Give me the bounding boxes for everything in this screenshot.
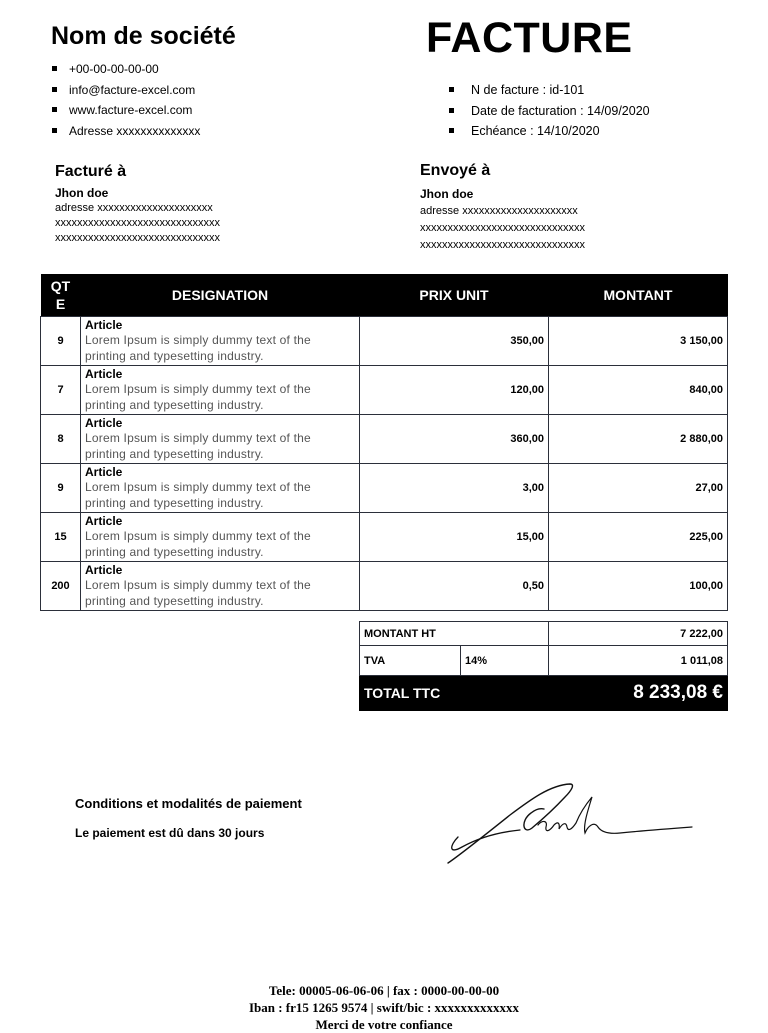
row-designation xyxy=(81,366,360,415)
shipped-to-name: Jhon doe xyxy=(420,187,474,201)
billed-to-block xyxy=(55,186,220,246)
row-description: Lorem Ipsum is simply dummy text of the printing and typesetting industry. xyxy=(85,382,311,412)
row-article: Article xyxy=(85,563,123,577)
billed-to-address-1: adresse xxxxxxxxxxxxxxxxxxxxx xyxy=(55,202,213,214)
table-row xyxy=(41,464,728,513)
shipped-to-block xyxy=(420,186,585,254)
billed-to-address-3: xxxxxxxxxxxxxxxxxxxxxxxxxxxxxx xyxy=(55,232,220,244)
row-unit-price: 15,00 xyxy=(360,513,549,562)
row-qty: 7 xyxy=(41,366,81,415)
row-unit-price: 360,00 xyxy=(360,415,549,464)
total-label: TOTAL TTC xyxy=(360,676,549,711)
table-row xyxy=(41,415,728,464)
row-designation xyxy=(81,562,360,611)
row-qty: 200 xyxy=(41,562,81,611)
header-designation: DESIGNATION xyxy=(81,274,360,317)
invoice-title: FACTURE xyxy=(426,14,633,62)
shipped-to-address-1: adresse xxxxxxxxxxxxxxxxxxxxx xyxy=(420,205,578,217)
billed-to-address-2: xxxxxxxxxxxxxxxxxxxxxxxxxxxxxx xyxy=(55,217,220,229)
totals-table xyxy=(359,621,728,711)
row-designation xyxy=(81,317,360,366)
row-unit-price: 0,50 xyxy=(360,562,549,611)
row-amount: 100,00 xyxy=(549,562,728,611)
shipped-to-address-3: xxxxxxxxxxxxxxxxxxxxxxxxxxxxxx xyxy=(420,239,585,251)
tax-row xyxy=(360,646,728,676)
tax-label: TVA xyxy=(360,646,461,676)
row-amount: 2 880,00 xyxy=(549,415,728,464)
footer-thanks: Merci de votre confiance xyxy=(315,1017,453,1032)
payment-terms-heading: Conditions et modalités de paiement xyxy=(75,796,302,811)
company-contact-list xyxy=(52,62,200,144)
row-qty: 9 xyxy=(41,464,81,513)
header-unit-price: PRIX UNIT xyxy=(360,274,549,317)
footer-contact: Tele: 00005-06-06-06 | fax : 0000-00-00-00 xyxy=(268,983,500,998)
row-qty: 9 xyxy=(41,317,81,366)
total-value: 8 233,08 € xyxy=(549,676,728,711)
shipped-to-address-2: xxxxxxxxxxxxxxxxxxxxxxxxxxxxxx xyxy=(420,222,585,234)
company-website: www.facture-excel.com xyxy=(52,103,200,124)
row-amount: 27,00 xyxy=(549,464,728,513)
company-phone: +00-00-00-00-00 xyxy=(52,62,200,83)
row-amount: 3 150,00 xyxy=(549,317,728,366)
row-unit-price: 350,00 xyxy=(360,317,549,366)
shipped-to-heading: Envoyé à xyxy=(420,162,491,179)
row-description: Lorem Ipsum is simply dummy text of the printing and typesetting industry. xyxy=(85,578,311,608)
items-header-row xyxy=(41,274,728,317)
row-article: Article xyxy=(85,318,123,332)
row-description: Lorem Ipsum is simply dummy text of the printing and typesetting industry. xyxy=(85,529,311,559)
billed-to-heading: Facturé à xyxy=(55,163,127,180)
subtotal-value: 7 222,00 xyxy=(549,622,728,646)
payment-terms-note: Le paiement est dû dans 30 jours xyxy=(75,826,265,840)
row-designation xyxy=(81,415,360,464)
row-description: Lorem Ipsum is simply dummy text of the printing and typesetting industry. xyxy=(85,333,311,363)
table-row xyxy=(41,513,728,562)
row-article: Article xyxy=(85,465,123,479)
company-email: info@facture-excel.com xyxy=(52,83,200,104)
tax-rate: 14% xyxy=(461,646,549,676)
row-article: Article xyxy=(85,367,123,381)
company-address: Adresse xxxxxxxxxxxxxx xyxy=(52,124,200,145)
row-amount: 225,00 xyxy=(549,513,728,562)
row-unit-price: 120,00 xyxy=(360,366,549,415)
company-name: Nom de société xyxy=(51,22,236,50)
signature xyxy=(440,775,700,870)
invoice-due-date: Echéance : 14/10/2020 xyxy=(449,124,650,145)
row-amount: 840,00 xyxy=(549,366,728,415)
table-row xyxy=(41,317,728,366)
tax-value: 1 011,08 xyxy=(549,646,728,676)
subtotal-label: MONTANT HT xyxy=(360,622,549,646)
row-unit-price: 3,00 xyxy=(360,464,549,513)
subtotal-row xyxy=(360,622,728,646)
row-description: Lorem Ipsum is simply dummy text of the printing and typesetting industry. xyxy=(85,480,311,510)
billed-to-name: Jhon doe xyxy=(55,186,109,200)
row-designation xyxy=(81,464,360,513)
table-row xyxy=(41,562,728,611)
row-description: Lorem Ipsum is simply dummy text of the printing and typesetting industry. xyxy=(85,431,311,461)
total-row xyxy=(360,676,728,711)
row-qty: 8 xyxy=(41,415,81,464)
table-row xyxy=(41,366,728,415)
row-article: Article xyxy=(85,514,123,528)
header-amount: MONTANT xyxy=(549,274,728,317)
items-table xyxy=(40,274,728,611)
invoice-meta-list xyxy=(449,83,650,145)
row-designation xyxy=(81,513,360,562)
row-article: Article xyxy=(85,416,123,430)
invoice-date: Date de facturation : 14/09/2020 xyxy=(449,104,650,125)
header-qty: QTE xyxy=(41,274,81,317)
invoice-number: N de facture : id-101 xyxy=(449,83,650,104)
row-qty: 15 xyxy=(41,513,81,562)
footer-bank: Iban : fr15 1265 9574 | swift/bic : xxxxxxxxxxxxx xyxy=(248,1000,520,1015)
